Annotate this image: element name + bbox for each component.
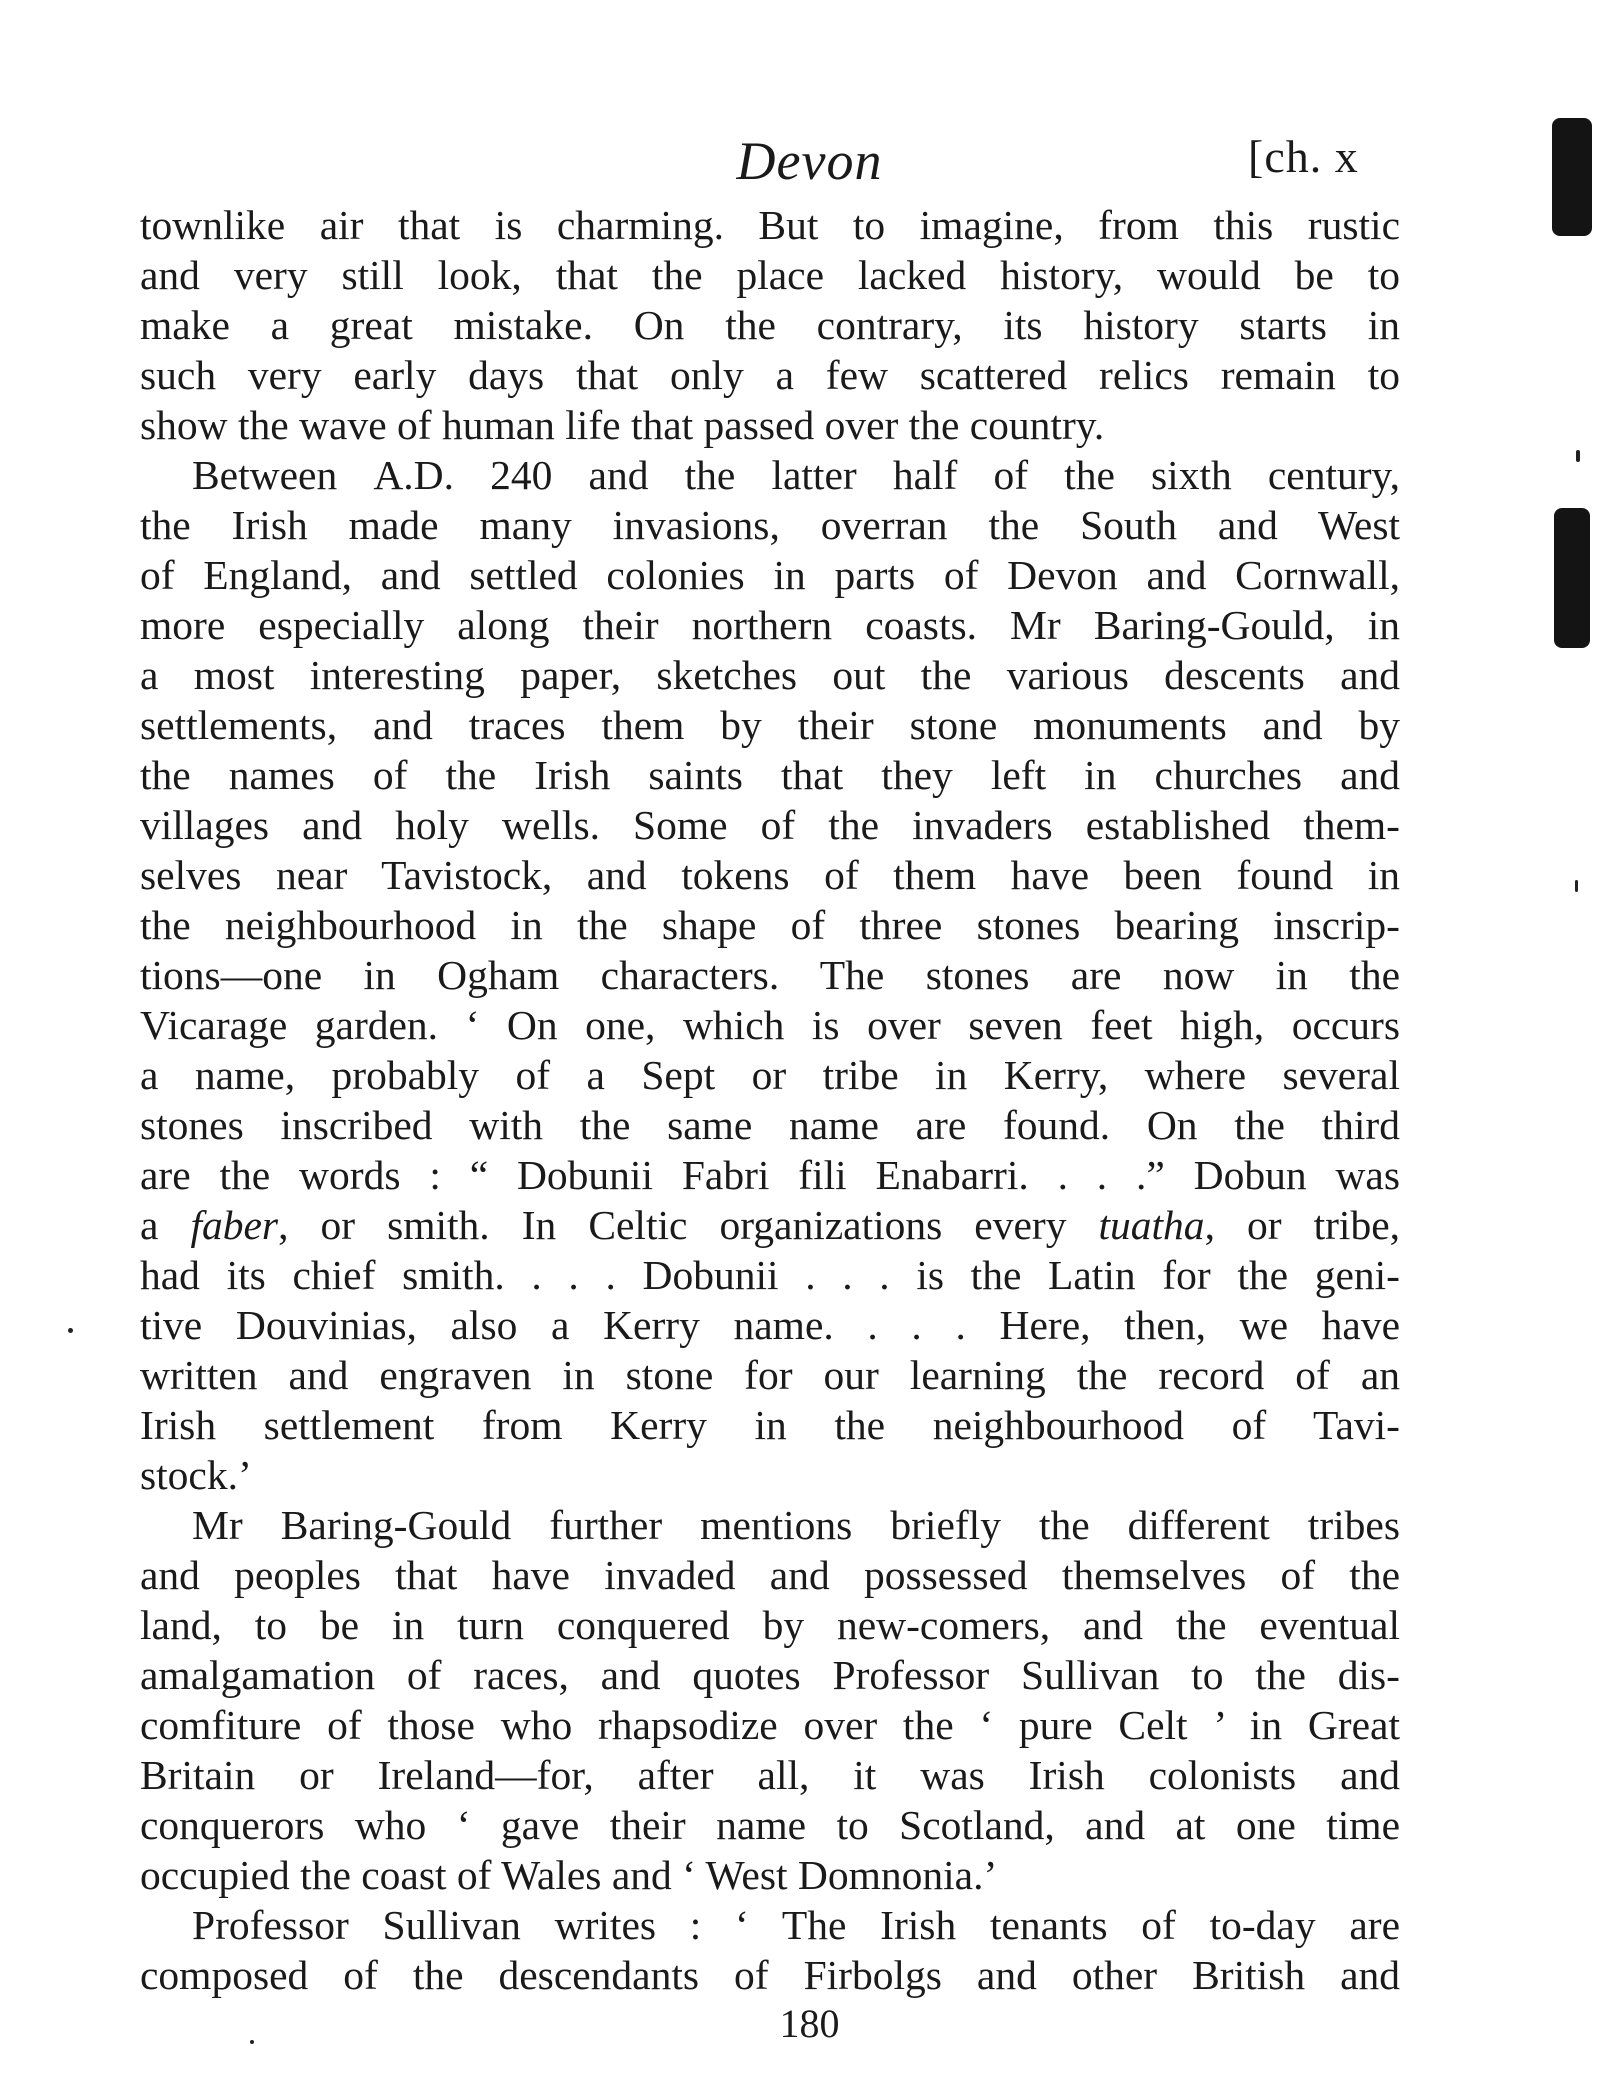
scan-speck (250, 2040, 254, 2044)
line-text: villages and holy wells. Some of the invaders established them- (140, 802, 1400, 848)
text-line (140, 950, 1400, 1000)
line-text: amalgamation of races, and quotes Professor Sullivan to the dis- (140, 1652, 1400, 1698)
line-text: such very early days that only a few scattered relics remain to (140, 352, 1400, 398)
running-head-title: Devon (736, 131, 883, 191)
line-text: had its chief smith. . . . Dobunii . . . is the Latin for the geni- (140, 1252, 1400, 1298)
text-line (140, 1700, 1400, 1750)
line-text: , or tribe, (1204, 1202, 1400, 1248)
line-text: occupied the coast of Wales and ‘ West Domnonia.’ (140, 1852, 998, 1898)
line-text: more especially along their northern coasts. Mr Baring-Gould, in (140, 602, 1400, 648)
small-caps-text: A.D. (373, 452, 455, 498)
text-line (140, 1850, 1400, 1900)
italic-text: faber (190, 1202, 279, 1248)
line-text: the neighbourhood in the shape of three stones bearing inscrip- (140, 902, 1400, 948)
line-text: are the words : “ Dobunii Fabri fili Enabarri. . . .” Dobun was (140, 1152, 1400, 1198)
line-text: tive Douvinias, also a Kerry name. . . . Here, then, we have (140, 1302, 1400, 1348)
text-line (140, 900, 1400, 950)
text-line (140, 1550, 1400, 1600)
line-text: a name, probably of a Sept or tribe in Kerry, where several (140, 1052, 1400, 1098)
line-text: conquerors who ‘ gave their name to Scotland, and at one time (140, 1802, 1400, 1848)
scan-speck (68, 1328, 73, 1333)
line-text: tions—one in Ogham characters. The stones are now in the (140, 952, 1400, 998)
text-line (140, 850, 1400, 900)
running-head-chapter: [ch. x (1248, 131, 1359, 182)
line-text: show the wave of human life that passed over the country. (140, 402, 1105, 448)
line-text: stock.’ (140, 1452, 252, 1498)
line-text: Between (192, 452, 374, 498)
line-text: stones inscribed with the same name are found. On the third (140, 1102, 1400, 1148)
page-number: 180 (779, 2001, 840, 2046)
text-line (140, 800, 1400, 850)
line-text: and very still look, that the place lacked history, would be to (140, 252, 1400, 298)
text-line (140, 500, 1400, 550)
text-line (140, 550, 1400, 600)
scan-speck (1576, 450, 1580, 462)
line-text: Irish settlement from Kerry in the neighbourhood of Tavi- (140, 1402, 1400, 1448)
text-line (140, 1500, 1400, 1550)
body-text (140, 200, 1400, 2000)
line-text: Mr Baring-Gould further mentions briefly the different tribes (192, 1502, 1400, 1548)
line-text: a most interesting paper, sketches out the various descents and (140, 652, 1400, 698)
scan-speck (1575, 880, 1578, 892)
line-text: settlements, and traces them by their stone monuments and by (140, 702, 1400, 748)
text-line (140, 1350, 1400, 1400)
text-line (140, 250, 1400, 300)
text-line (140, 650, 1400, 700)
line-text: 240 and the latter half of the sixth century, (454, 452, 1400, 498)
italic-text: tuatha (1098, 1202, 1205, 1248)
text-line (140, 1200, 1400, 1250)
line-text: make a great mistake. On the contrary, its history starts in (140, 302, 1400, 348)
text-line (140, 1300, 1400, 1350)
line-text: written and engraven in stone for our learning the record of an (140, 1352, 1400, 1398)
text-line (140, 1050, 1400, 1100)
line-text: Vicarage garden. ‘ On one, which is over seven feet high, occurs (140, 1002, 1400, 1048)
text-line (140, 1150, 1400, 1200)
line-text: the Irish made many invasions, overran the South and West (140, 502, 1400, 548)
text-line (140, 750, 1400, 800)
scan-smudge-top (1552, 118, 1592, 236)
text-line (140, 1400, 1400, 1450)
text-line (140, 300, 1400, 350)
line-text: composed of the descendants of Firbolgs and other British and (140, 1952, 1400, 1998)
text-line (140, 400, 1400, 450)
text-line (140, 200, 1400, 250)
text-line (140, 1650, 1400, 1700)
line-text: , or smith. In Celtic organizations every (278, 1202, 1099, 1248)
line-text: a (140, 1202, 191, 1248)
line-text: townlike air that is charming. But to imagine, from this rustic (140, 202, 1400, 248)
scan-smudge-middle (1554, 508, 1590, 648)
text-line (140, 1000, 1400, 1050)
line-text: of England, and settled colonies in parts of Devon and Cornwall, (140, 552, 1400, 598)
line-text: selves near Tavistock, and tokens of them have been found in (140, 852, 1400, 898)
line-text: and peoples that have invaded and possessed themselves of the (140, 1552, 1400, 1598)
line-text: the names of the Irish saints that they left in churches and (140, 752, 1400, 798)
line-text: Britain or Ireland—for, after all, it was Irish colonists and (140, 1752, 1400, 1798)
text-line (140, 450, 1400, 500)
line-text: Professor Sullivan writes : ‘ The Irish tenants of to-day are (192, 1902, 1400, 1948)
line-text: comfiture of those who rhapsodize over the ‘ pure Celt ’ in Great (140, 1702, 1400, 1748)
text-line (140, 700, 1400, 750)
text-line (140, 1250, 1400, 1300)
line-text: land, to be in turn conquered by new-comers, and the eventual (140, 1602, 1400, 1648)
text-line (140, 350, 1400, 400)
text-line (140, 1750, 1400, 1800)
text-line (140, 1950, 1400, 2000)
text-line (140, 1900, 1400, 1950)
text-line (140, 1450, 1400, 1500)
text-line (140, 1800, 1400, 1850)
text-line (140, 1600, 1400, 1650)
text-line (140, 600, 1400, 650)
text-line (140, 1100, 1400, 1150)
